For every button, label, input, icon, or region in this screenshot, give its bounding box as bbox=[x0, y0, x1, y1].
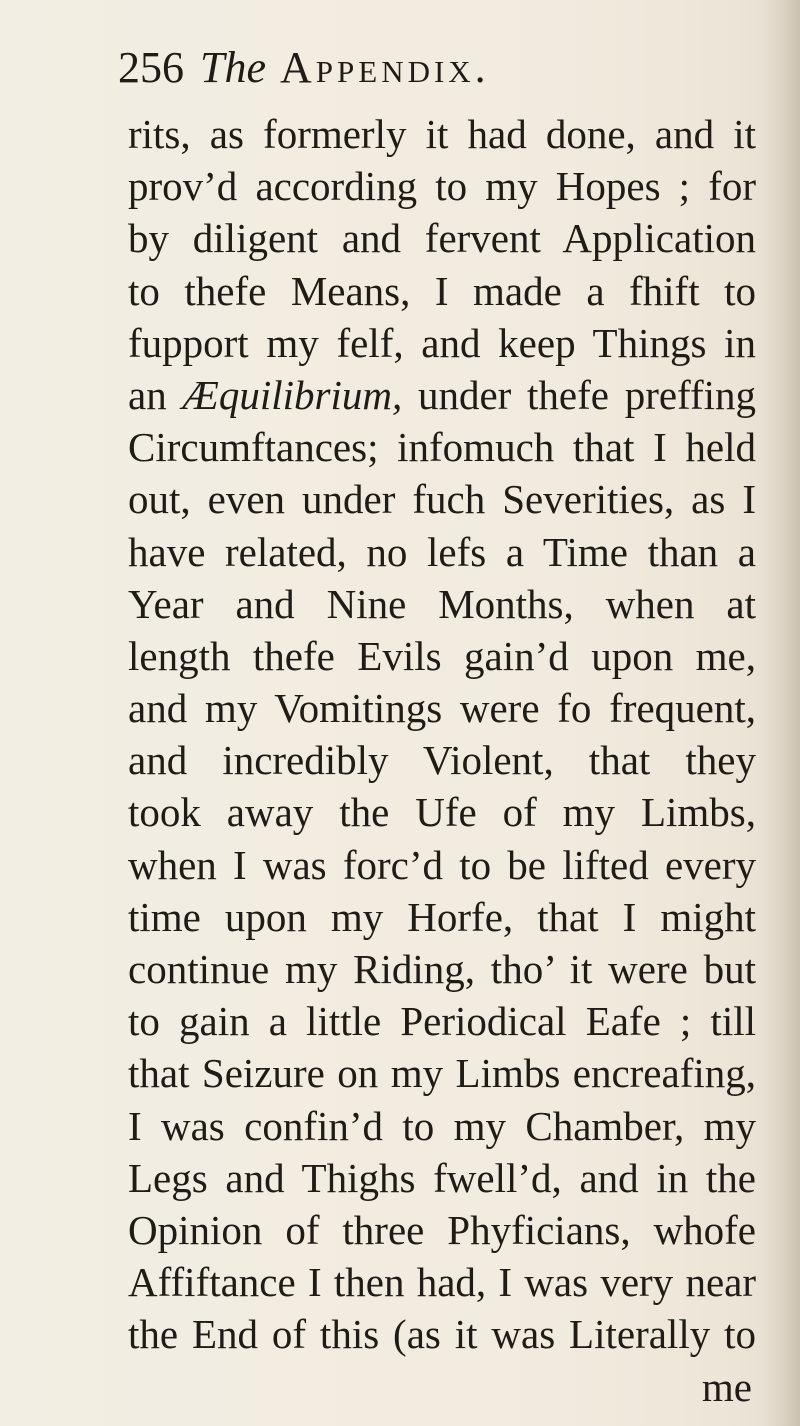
catchword: me bbox=[701, 1363, 752, 1410]
text-line: that Seizure on my Limbs encreafing, bbox=[128, 1050, 756, 1097]
text-line: to thefe Means, I made a fhift to bbox=[128, 267, 756, 314]
text-line: Legs and Thighs fwell’d, and in the bbox=[128, 1154, 756, 1201]
body-text bbox=[128, 108, 756, 1413]
header-section-title: Appendix. bbox=[280, 43, 490, 92]
text-line: and my Vomitings were fo frequent, bbox=[128, 685, 756, 732]
page-number: 256 bbox=[118, 43, 184, 92]
text-line: Circumftances; infomuch that I held bbox=[128, 424, 756, 471]
text-line: continue my Riding, tho’ it were but bbox=[128, 946, 756, 992]
running-header bbox=[118, 38, 678, 98]
text-line: out, even under fuch Severities, as I bbox=[128, 476, 756, 523]
text-line: to gain a little Periodical Eafe ; till bbox=[128, 998, 756, 1045]
text-fragment: an bbox=[128, 371, 183, 418]
text-line: rits, as formerly it had done, and it bbox=[128, 111, 756, 157]
text-line: have related, no lefs a Time than a bbox=[128, 528, 756, 575]
text-line: Year and Nine Months, when at bbox=[128, 580, 756, 627]
italic-term: Æquilibrium, bbox=[182, 371, 403, 418]
text-line: I was confin’d to my Chamber, my bbox=[128, 1102, 756, 1149]
text-line: the End of this (as it was Literally to bbox=[128, 1311, 756, 1358]
text-line: prov’d according to my Hopes ; for bbox=[128, 163, 756, 210]
text-fragment: under thefe preffing bbox=[402, 371, 756, 418]
text-line: time upon my Horfe, that I might bbox=[128, 893, 756, 940]
text-line bbox=[128, 369, 756, 421]
text-line: fupport my felf, and keep Things in bbox=[128, 319, 756, 366]
text-line: when I was forc’d to be lifted every bbox=[128, 841, 756, 888]
page-edge-shadow bbox=[760, 0, 800, 1426]
text-line: Affiftance I then had, I was very near bbox=[128, 1259, 756, 1306]
text-line: by diligent and fervent Application bbox=[128, 215, 756, 262]
text-line: length thefe Evils gain’d upon me, bbox=[128, 632, 756, 679]
text-line: Opinion of three Phyficians, whofe bbox=[128, 1206, 756, 1253]
text-line: took away the Ufe of my Limbs, bbox=[128, 789, 756, 836]
text-line: and incredibly Violent, that they bbox=[128, 737, 756, 784]
header-the: The bbox=[200, 43, 266, 92]
